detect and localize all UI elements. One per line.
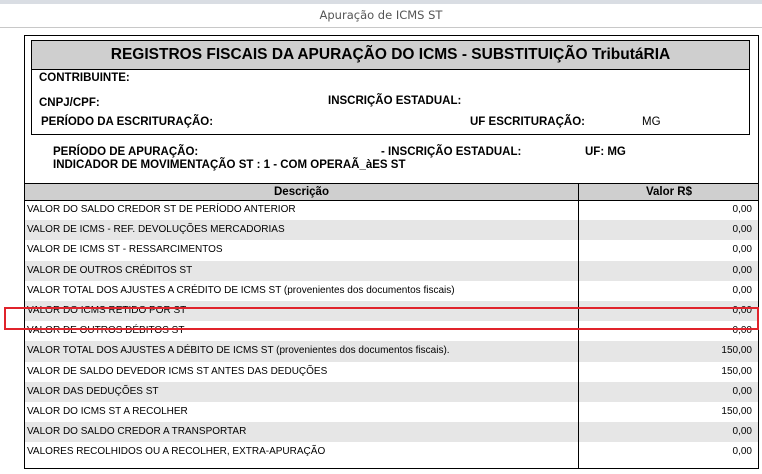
- cnpj-label: CNPJ/CPF:: [39, 97, 100, 109]
- report-heading: REGISTROS FISCAIS DA APURAÇÃO DO ICMS - SUBSTITUIÇÃO TributáRIA: [31, 40, 750, 70]
- row-desc: VALORES RECOLHIDOS OU A RECOLHER, EXTRA-APURAÇÃO: [27, 446, 326, 458]
- uf-escrituracao-label: UF ESCRITURAÇÃO:: [470, 116, 585, 128]
- icms-st-report: [24, 35, 759, 469]
- table-row: [25, 220, 758, 240]
- periodo-apuracao-label: PERÍODO DE APURAÇÃO:: [53, 146, 199, 158]
- window-top-strip: [0, 0, 762, 4]
- uf-apuracao-label: UF: MG: [585, 146, 626, 158]
- row-desc: VALOR DO ICMS ST A RECOLHER: [27, 405, 188, 417]
- inscricao-estadual-label: INSCRIÇÃO ESTADUAL:: [328, 95, 462, 107]
- window-title: Apuração de ICMS ST: [319, 8, 443, 22]
- row-desc: VALOR DO ICMS RETIDO POR ST: [27, 304, 187, 316]
- row-value: 0,00: [732, 284, 752, 296]
- taxpayer-info-box: [31, 70, 750, 135]
- table-row: [25, 281, 758, 301]
- report-rows: [25, 200, 758, 462]
- row-desc: VALOR DE OUTROS CRÉDITOS ST: [27, 264, 193, 276]
- row-desc: VALOR TOTAL DOS AJUSTES A CRÉDITO DE ICMS ST (provenientes dos documentos fiscais): [27, 284, 455, 296]
- row-value: 0,00: [732, 204, 752, 215]
- periodo-escrituracao-label: PERÍODO DA ESCRITURAÇÃO:: [41, 116, 214, 128]
- uf-escrituracao-value: MG: [642, 116, 661, 128]
- column-header-valor: Valor R$: [578, 184, 759, 200]
- table-row: [25, 422, 758, 442]
- table-row: [25, 362, 758, 382]
- table-row: [25, 321, 758, 341]
- row-value: 0,00: [732, 426, 752, 438]
- table-row: [25, 261, 758, 281]
- row-desc: VALOR DE ICMS ST - RESSARCIMENTOS: [27, 244, 223, 256]
- row-desc: VALOR DO SALDO CREDOR A TRANSPORTAR: [27, 426, 247, 438]
- table-row-highlighted: [25, 341, 758, 361]
- row-desc: VALOR DAS DEDUÇÕES ST: [27, 385, 159, 397]
- row-desc: VALOR DE SALDO DEVEDOR ICMS ST ANTES DAS DEDUÇÕES: [27, 365, 328, 377]
- row-value: 0,00: [732, 325, 752, 337]
- indicador-movimentacao-label: INDICADOR DE MOVIMENTAÇÃO ST : 1 - COM OPERAÃ_àES ST: [53, 159, 406, 171]
- column-header-descricao: Descrição: [274, 186, 329, 198]
- row-value: 150,00: [721, 345, 752, 357]
- row-value: 150,00: [721, 405, 752, 417]
- table-header: [25, 183, 758, 201]
- table-row: [25, 301, 758, 321]
- row-value: 0,00: [732, 385, 752, 397]
- table-row: [25, 240, 758, 260]
- row-value: 0,00: [732, 244, 752, 256]
- apuracao-info: [29, 144, 752, 176]
- row-value: 150,00: [721, 365, 752, 377]
- row-value: 0,00: [732, 446, 752, 458]
- table-row: [25, 382, 758, 402]
- table-row: [25, 200, 758, 220]
- column-divider: [578, 183, 579, 468]
- row-value: 0,00: [732, 224, 752, 236]
- row-desc: VALOR DE ICMS - REF. DEVOLUÇÕES MERCADORIAS: [27, 224, 285, 236]
- table-row: [25, 402, 758, 422]
- row-desc: VALOR TOTAL DOS AJUSTES A DÉBITO DE ICMS ST (provenientes dos documentos fiscais).: [27, 345, 450, 357]
- title-separator: [0, 27, 762, 28]
- row-value: 0,00: [732, 304, 752, 316]
- table-row: [25, 442, 758, 462]
- inscricao-estadual-2-label: - INSCRIÇÃO ESTADUAL:: [381, 146, 522, 158]
- row-desc: VALOR DO SALDO CREDOR ST DE PERÍODO ANTERIOR: [27, 204, 296, 215]
- row-value: 0,00: [732, 264, 752, 276]
- contribuinte-label: CONTRIBUINTE:: [39, 72, 130, 84]
- row-desc: VALOR DE OUTROS DÉBITOS ST: [27, 325, 185, 337]
